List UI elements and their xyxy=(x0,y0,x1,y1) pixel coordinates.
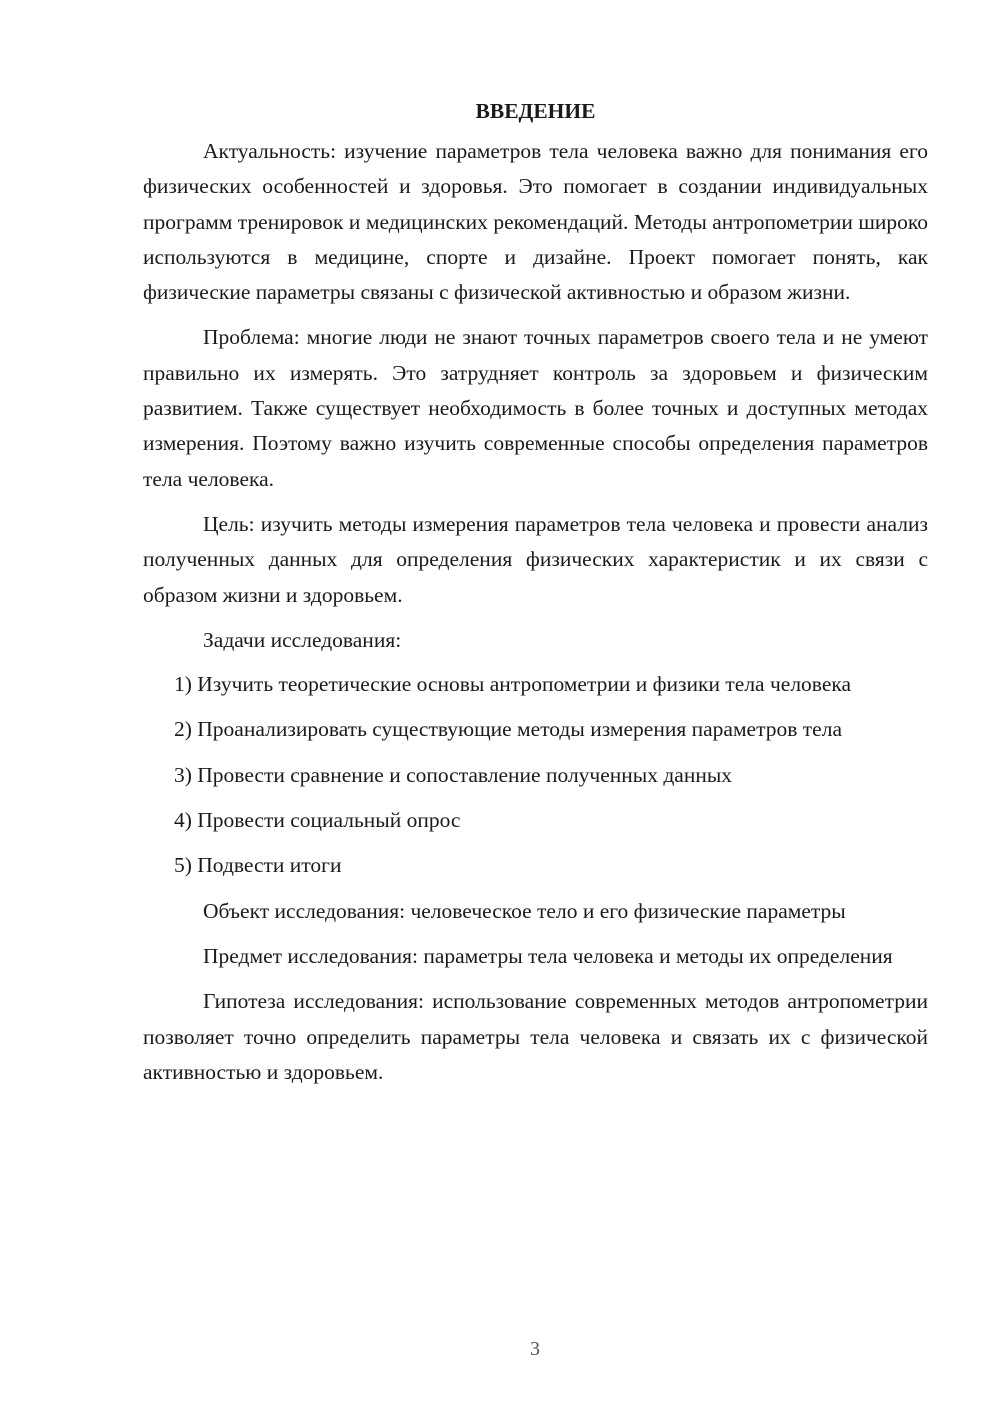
task-item-2: 2) Проанализировать существующие методы измерения параметров тела xyxy=(174,717,842,742)
page-number: 3 xyxy=(530,1338,540,1360)
task-item-4: 4) Провести социальный опрос xyxy=(174,808,461,833)
tasks-heading: Задачи исследования: xyxy=(203,627,402,652)
subject-paragraph: Предмет исследования: параметры тела человека и методы их определения xyxy=(203,943,893,968)
relevance-paragraph: Актуальность: изучение параметров тела человека важно для понимания его физических особенностей и здоровья. Это помогает в создании индивидуальных программ тренировок и медицинских рекомендаций. Методы антропометрии широко используются в медицине, спорте и дизайне. Проект помогает понять, как физические параметры связаны с физической активностью и образом жизни. xyxy=(143,139,928,305)
object-paragraph: Объект исследования: человеческое тело и его физические параметры xyxy=(203,898,846,923)
task-item-3: 3) Провести сравнение и сопоставление полученных данных xyxy=(174,762,733,787)
section-title: ВВЕДЕНИЕ xyxy=(475,99,596,123)
goal-paragraph: Цель: изучить методы измерения параметров тела человека и провести анализ полученных данных для определения физических характеристик и их связи с образом жизни и здоровьем. xyxy=(143,511,928,607)
problem-paragraph: Проблема: многие люди не знают точных параметров своего тела и не умеют правильно их измерять. Это затрудняет контроль за здоровьем и физическим развитием. Также существует необходимость в более точных и доступных методах измерения. Поэтому важно изучить современные способы определения параметров тела человека. xyxy=(143,325,928,491)
task-item-1: 1) Изучить теоретические основы антропометрии и физики тела человека xyxy=(174,672,852,697)
page-content xyxy=(143,94,928,1100)
hypothesis-paragraph: Гипотеза исследования: использование современных методов антропометрии позволяет точно определить параметры тела человека и связать их с физической активностью и здоровьем. xyxy=(143,989,928,1084)
task-item-5: 5) Подвести итоги xyxy=(174,853,342,878)
